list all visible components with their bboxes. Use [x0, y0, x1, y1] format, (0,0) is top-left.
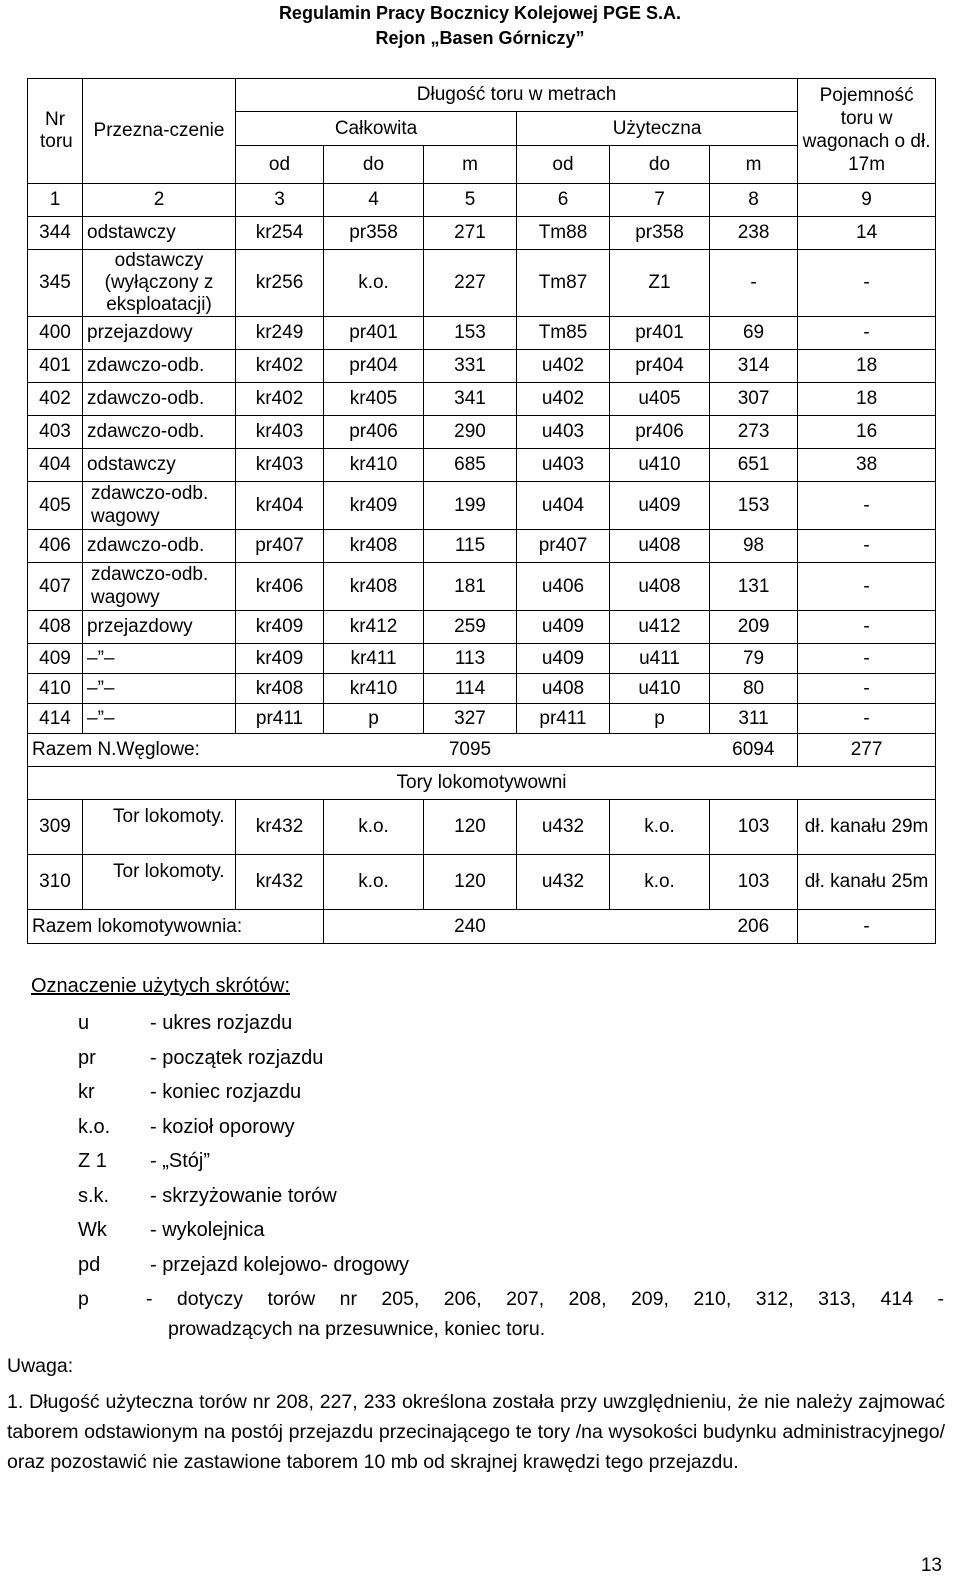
cell-value: 327: [424, 704, 517, 734]
col-number: 6: [517, 184, 610, 217]
razem-lok-label: Razem lokomotywownia:: [28, 910, 324, 944]
razem-lok-uzyteczna: 206: [710, 910, 798, 944]
cell-value: 307: [710, 383, 798, 416]
header-przeznaczenie: Przezna-czenie: [83, 79, 236, 184]
razem-lok-row: [28, 910, 936, 944]
header-m: m: [424, 146, 517, 184]
cell-value: pr406: [324, 416, 424, 449]
cell-value: 290: [424, 416, 517, 449]
cell-nr: 406: [28, 530, 83, 563]
cell-value: u402: [517, 383, 610, 416]
cell-value: pr401: [324, 317, 424, 350]
cell-value: -: [798, 563, 936, 611]
header-do: do: [324, 146, 424, 184]
razem-lok-pojemnosc: -: [798, 910, 936, 944]
cell-value: pr404: [610, 350, 710, 383]
tracks-table: [27, 78, 936, 944]
cell-value: pr404: [324, 350, 424, 383]
cell-przeznaczenie: zdawczo-odb. wagowy: [83, 482, 236, 530]
cell-value: 153: [424, 317, 517, 350]
header-calkowita: Całkowita: [236, 112, 517, 146]
cell-value: 120: [424, 800, 517, 855]
cell-value: k.o.: [610, 855, 710, 910]
cell-nr: 402: [28, 383, 83, 416]
table-row: [28, 674, 936, 704]
cell-value: u404: [517, 482, 610, 530]
cell-value: kr409: [324, 482, 424, 530]
legend-value: - skrzyżowanie torów: [150, 1184, 337, 1207]
table-row: [28, 644, 936, 674]
lokomotywownia-title: Tory lokomotywowni: [28, 767, 936, 800]
legend-p-line2: prowadzących na przesuwnice, koniec toru.: [168, 1318, 546, 1340]
cell-value: u408: [610, 530, 710, 563]
table-row: [28, 350, 936, 383]
cell-value: 18: [798, 383, 936, 416]
cell-value: -: [710, 250, 798, 317]
cell-value: p: [610, 704, 710, 734]
table-row: [28, 563, 936, 611]
cell-value: -: [798, 530, 936, 563]
cell-value: 16: [798, 416, 936, 449]
table-row: [28, 250, 936, 317]
legend-value: - kozioł oporowy: [150, 1115, 295, 1138]
cell-nr: 310: [28, 855, 83, 910]
cell-value: pr358: [324, 217, 424, 250]
col-number: 1: [28, 184, 83, 217]
uwaga-text: 1. Długość użyteczna torów nr 208, 227, 233 określona została przy uwzględnieniu, że nie należy zajmować taborem odstawionym na postój przejazdu przecinającego te tory /na wysokości budynku administracyjnego/ oraz pozostawić nie zastawione taborem 10 mb od skrajnej krawędzi tego przejazdu.: [7, 1391, 945, 1473]
cell-value: pr358: [610, 217, 710, 250]
cell-value: 131: [710, 563, 798, 611]
cell-value: p: [324, 704, 424, 734]
cell-value: 685: [424, 449, 517, 482]
legend-value: - przejazd kolejowo- drogowy: [150, 1253, 410, 1276]
cell-value: u409: [517, 611, 610, 644]
cell-nr: 403: [28, 416, 83, 449]
cell-value: Tm87: [517, 250, 610, 317]
legend-key: pr: [78, 1046, 96, 1069]
cell-value: kr256: [236, 250, 324, 317]
cell-value: kr432: [236, 800, 324, 855]
col-number: 7: [610, 184, 710, 217]
cell-nr: 404: [28, 449, 83, 482]
table-row: [28, 449, 936, 482]
cell-nr: 309: [28, 800, 83, 855]
lok-table-row: [28, 855, 936, 910]
cell-value: kr254: [236, 217, 324, 250]
col-number: 8: [710, 184, 798, 217]
lok-table-row: [28, 800, 936, 855]
legend-value: - „Stój”: [150, 1150, 210, 1172]
cell-nr: 408: [28, 611, 83, 644]
legend-value: - ukres rozjazdu: [150, 1012, 293, 1034]
legend-value: - początek rozjazdu: [150, 1046, 324, 1069]
razem-row: [28, 734, 936, 767]
cell-value: kr412: [324, 611, 424, 644]
header-nr-toru: Nr toru: [28, 79, 83, 184]
cell-value: u432: [517, 855, 610, 910]
cell-value: kr405: [324, 383, 424, 416]
cell-value: pr407: [236, 530, 324, 563]
cell-value: 227: [424, 250, 517, 317]
cell-value: u406: [517, 563, 610, 611]
legend-key: Wk: [78, 1219, 107, 1241]
cell-value: pr411: [236, 704, 324, 734]
cell-value: u410: [610, 674, 710, 704]
cell-value: u410: [610, 449, 710, 482]
legend-value: - koniec rozjazdu: [150, 1081, 302, 1103]
cell-przeznaczenie: zdawczo-odb.: [83, 383, 236, 416]
cell-value: 115: [424, 530, 517, 563]
cell-nr: 414: [28, 704, 83, 734]
cell-value: 80: [710, 674, 798, 704]
cell-value: kr408: [324, 530, 424, 563]
cell-value: 273: [710, 416, 798, 449]
cell-przeznaczenie: odstawczy (wyłączony z eksploatacji): [83, 250, 236, 317]
cell-value: 103: [710, 855, 798, 910]
empty-cell: [517, 734, 610, 767]
lokomotywownia-title-row: [28, 767, 936, 800]
col-number: 3: [236, 184, 324, 217]
cell-value: kr402: [236, 383, 324, 416]
cell-value: 311: [710, 704, 798, 734]
cell-value: k.o.: [324, 855, 424, 910]
cell-value: 18: [798, 350, 936, 383]
cell-przeznaczenie: zdawczo-odb.: [83, 530, 236, 563]
header-do-2: do: [610, 146, 710, 184]
cell-value: 38: [798, 449, 936, 482]
col-number: 2: [83, 184, 236, 217]
cell-przeznaczenie: przejazdowy: [83, 317, 236, 350]
cell-value: pr401: [610, 317, 710, 350]
cell-value: 331: [424, 350, 517, 383]
cell-value: pr407: [517, 530, 610, 563]
cell-value: u408: [517, 674, 610, 704]
cell-value: kr403: [236, 416, 324, 449]
cell-przeznaczenie: zdawczo-odb.: [83, 416, 236, 449]
cell-value: kr406: [236, 563, 324, 611]
legend-key: u: [78, 1012, 90, 1034]
legend-value: - wykolejnica: [150, 1219, 265, 1241]
cell-value: 79: [710, 644, 798, 674]
cell-value: dł. kanału 29m: [798, 800, 936, 855]
legend-key: k.o.: [78, 1115, 111, 1138]
document-header-title: Regulamin Pracy Bocznicy Kolejowej PGE S.A.: [278, 3, 682, 23]
cell-value: 114: [424, 674, 517, 704]
table-row: [28, 611, 936, 644]
cell-przeznaczenie: Tor lokomoty.: [83, 800, 236, 855]
razem-label: Razem N.Węglowe:: [28, 734, 324, 767]
cell-value: 120: [424, 855, 517, 910]
col-number: 4: [324, 184, 424, 217]
cell-value: kr408: [324, 563, 424, 611]
razem-lok-calkowita: 240: [424, 910, 517, 944]
cell-nr: 344: [28, 217, 83, 250]
cell-value: 113: [424, 644, 517, 674]
document-header-subtitle: Rejon „Basen Górniczy”: [375, 28, 585, 48]
legend-p-key: p: [78, 1288, 89, 1310]
cell-value: Tm88: [517, 217, 610, 250]
cell-value: k.o.: [324, 250, 424, 317]
cell-przeznaczenie: –”–: [83, 674, 236, 704]
table-row: [28, 317, 936, 350]
cell-value: 103: [710, 800, 798, 855]
cell-nr: 345: [28, 250, 83, 317]
cell-value: -: [798, 482, 936, 530]
col-number: 5: [424, 184, 517, 217]
header-uzyteczna: Użyteczna: [517, 112, 798, 146]
page-number: 13: [920, 1555, 942, 1576]
empty-cell: [610, 910, 710, 944]
cell-przeznaczenie: zdawczo-odb.: [83, 350, 236, 383]
cell-value: 69: [710, 317, 798, 350]
cell-value: 259: [424, 611, 517, 644]
cell-value: kr410: [324, 449, 424, 482]
column-numbers-row: [28, 184, 936, 217]
cell-value: u409: [517, 644, 610, 674]
table-row: [28, 530, 936, 563]
legend-title: Oznaczenie użytych skrótów:: [31, 975, 290, 997]
cell-value: -: [798, 674, 936, 704]
empty-cell: [324, 910, 424, 944]
cell-value: kr410: [324, 674, 424, 704]
legend-key: Z 1: [78, 1150, 107, 1172]
cell-nr: 405: [28, 482, 83, 530]
cell-value: u403: [517, 416, 610, 449]
empty-cell: [610, 734, 710, 767]
cell-value: -: [798, 644, 936, 674]
empty-cell: [517, 910, 610, 944]
legend-key: kr: [78, 1081, 95, 1103]
header-dlugosc: Długość toru w metrach: [236, 79, 798, 112]
cell-value: u408: [610, 563, 710, 611]
razem-calkowita: 7095: [424, 734, 517, 767]
header-od: od: [236, 146, 324, 184]
cell-przeznaczenie: odstawczy: [83, 217, 236, 250]
cell-value: u403: [517, 449, 610, 482]
cell-value: u402: [517, 350, 610, 383]
table-row: [28, 217, 936, 250]
cell-value: k.o.: [610, 800, 710, 855]
cell-przeznaczenie: zdawczo-odb. wagowy: [83, 563, 236, 611]
cell-przeznaczenie: odstawczy: [83, 449, 236, 482]
razem-pojemnosc: 277: [798, 734, 936, 767]
cell-value: 98: [710, 530, 798, 563]
cell-value: -: [798, 704, 936, 734]
cell-value: u405: [610, 383, 710, 416]
cell-value: 153: [710, 482, 798, 530]
cell-value: 14: [798, 217, 936, 250]
cell-value: pr411: [517, 704, 610, 734]
cell-przeznaczenie: przejazdowy: [83, 611, 236, 644]
cell-value: kr432: [236, 855, 324, 910]
cell-value: 209: [710, 611, 798, 644]
cell-value: kr402: [236, 350, 324, 383]
razem-uzyteczna: 6094: [710, 734, 798, 767]
cell-value: -: [798, 317, 936, 350]
cell-value: Z1: [610, 250, 710, 317]
cell-value: 181: [424, 563, 517, 611]
cell-value: kr409: [236, 611, 324, 644]
cell-przeznaczenie: Tor lokomoty.: [83, 855, 236, 910]
legend-p-line1: - dotyczy torów nr 205, 206, 207, 208, 209, 210, 312, 313, 414 -: [146, 1288, 944, 1310]
cell-nr: 409: [28, 644, 83, 674]
table-row: [28, 704, 936, 734]
cell-value: kr403: [236, 449, 324, 482]
cell-nr: 400: [28, 317, 83, 350]
empty-cell: [324, 734, 424, 767]
cell-value: kr409: [236, 644, 324, 674]
legend-key: s.k.: [78, 1184, 110, 1207]
cell-value: 271: [424, 217, 517, 250]
cell-value: dł. kanału 25m: [798, 855, 936, 910]
header-od-2: od: [517, 146, 610, 184]
header-pojemnosc: Pojemność toru w wagonach o dł. 17m: [798, 79, 936, 184]
cell-nr: 401: [28, 350, 83, 383]
table-row: [28, 416, 936, 449]
cell-value: k.o.: [324, 800, 424, 855]
cell-value: kr249: [236, 317, 324, 350]
cell-value: kr404: [236, 482, 324, 530]
table-row: [28, 383, 936, 416]
cell-value: kr411: [324, 644, 424, 674]
cell-przeznaczenie: –”–: [83, 704, 236, 734]
cell-value: 341: [424, 383, 517, 416]
cell-value: u412: [610, 611, 710, 644]
cell-value: 651: [710, 449, 798, 482]
cell-value: kr408: [236, 674, 324, 704]
cell-nr: 407: [28, 563, 83, 611]
cell-value: u411: [610, 644, 710, 674]
cell-value: u432: [517, 800, 610, 855]
cell-value: 314: [710, 350, 798, 383]
uwaga-label: Uwaga:: [7, 1355, 74, 1377]
cell-value: Tm85: [517, 317, 610, 350]
cell-value: -: [798, 250, 936, 317]
cell-value: 199: [424, 482, 517, 530]
cell-value: u409: [610, 482, 710, 530]
cell-value: -: [798, 611, 936, 644]
legend-key: pd: [78, 1253, 101, 1276]
col-number: 9: [798, 184, 936, 217]
cell-value: pr406: [610, 416, 710, 449]
cell-nr: 410: [28, 674, 83, 704]
header-m-2: m: [710, 146, 798, 184]
cell-przeznaczenie: –”–: [83, 644, 236, 674]
cell-value: 238: [710, 217, 798, 250]
table-row: [28, 482, 936, 530]
